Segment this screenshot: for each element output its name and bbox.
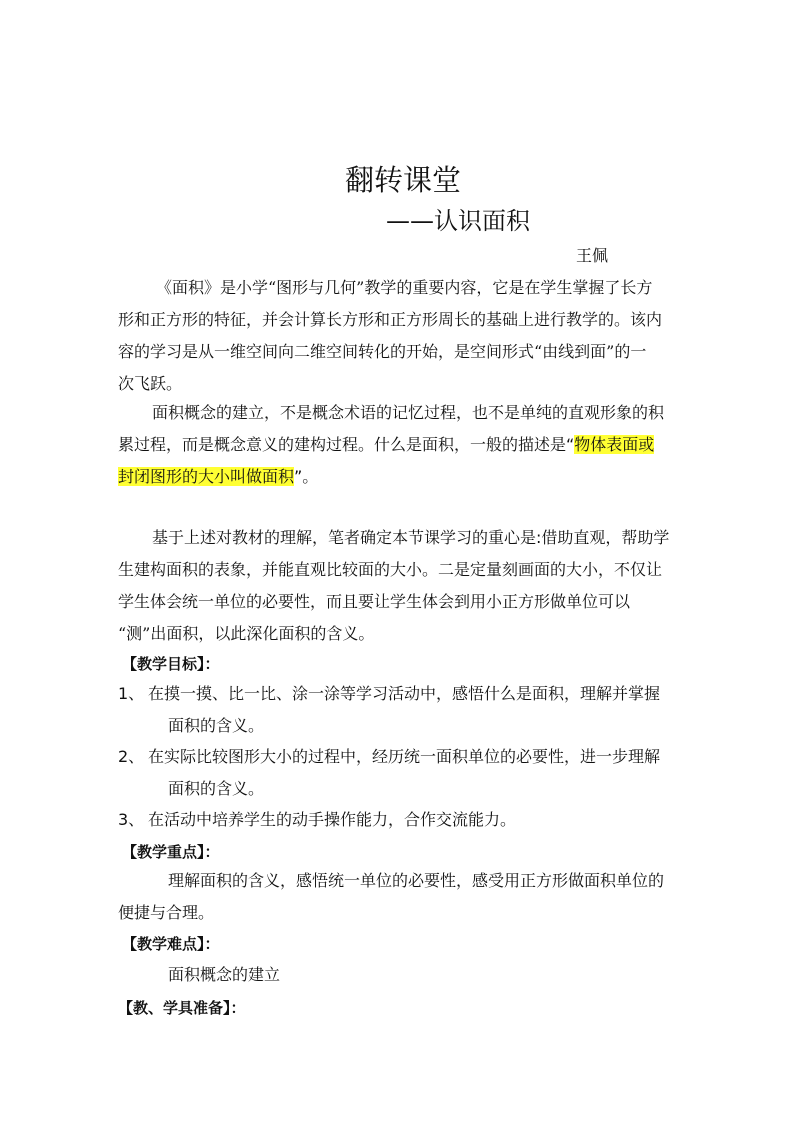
key-points-line-2: 便捷与合理。 (118, 903, 215, 922)
goal-item-2-continuation: 面积的含义。 (168, 779, 265, 798)
intro-paragraph (118, 272, 666, 400)
difficulties-heading: 【教学难点】： (122, 935, 220, 953)
analysis-line-2: 生建构面积的表象，并能直观比较面的大小。二是定量刻画面的大小，不仅让 (118, 560, 663, 579)
highlighted-definition-part-1: 物体表面或 (574, 435, 655, 454)
goal-item-1 (118, 678, 678, 742)
goal-item-3 (118, 804, 678, 836)
goal-item-2-first (118, 747, 660, 766)
concept-line-2 (118, 429, 666, 461)
goals-heading: 【教学目标】： (122, 655, 220, 673)
goal-item-1-continuation: 面积的含义。 (168, 716, 265, 735)
goal-item-3-first (118, 810, 516, 829)
intro-line-4: 次飞跃。 (118, 374, 183, 393)
difficulties-paragraph (118, 959, 666, 991)
intro-line-1: 《面积》是小学“图形与几何”教学的重要内容，它是在学生掌握了长方 (156, 278, 653, 297)
analysis-paragraph (118, 522, 670, 650)
intro-line-3: 容的学习是从一维空间向二维空间转化的开始，是空间形式“由线到面”的一 (118, 342, 647, 361)
goal-item-3-number: 3、 (118, 810, 145, 829)
key-points-line-1: 理解面积的含义，感悟统一单位的必要性，感受用正方形做面积单位的 (168, 871, 665, 890)
analysis-line-1: 基于上述对教材的理解，笔者确定本节课学习的重心是:借助直观，帮助学 (152, 528, 670, 547)
analysis-line-4: “测”出面积，以此深化面积的含义。 (118, 624, 375, 643)
goal-item-2-number: 2、 (118, 747, 145, 766)
goal-item-1-first (118, 684, 660, 703)
concept-line-1: 面积概念的建立，不是概念术语的记忆过程，也不是单纯的直观形象的积 (152, 403, 665, 422)
document-subtitle: ——认识面积 (386, 207, 530, 235)
analysis-line-3: 学生体会统一单位的必要性，而且要让学生体会到用小正方形做单位可以 (118, 592, 631, 611)
key-points-heading: 【教学重点】： (122, 843, 220, 861)
materials-heading: 【教、学具准备】： (118, 999, 246, 1017)
goal-item-2-text: 在实际比较图形大小的过程中，经历统一面积单位的必要性，进一步理解 (148, 747, 661, 766)
difficulties-line-1: 面积概念的建立 (168, 965, 281, 984)
concept-line-3-text: ”。 (294, 467, 319, 486)
concept-line-2-text: 累过程，而是概念意义的建构过程。什么是面积，一般的描述是“ (118, 435, 575, 454)
highlighted-definition-part-2: 封闭图形的大小叫做面积 (118, 467, 295, 486)
intro-line-2: 形和正方形的特征，并会计算长方形和正方形周长的基础上进行教学的。该内 (118, 310, 663, 329)
goal-item-3-text: 在活动中培养学生的动手操作能力，合作交流能力。 (148, 810, 517, 829)
author-name: 王佩 (576, 246, 609, 265)
concept-line-3 (118, 461, 666, 493)
document-title: 翻转课堂 (344, 163, 461, 197)
goal-item-2 (118, 741, 678, 805)
goal-item-1-text: 在摸一摸、比一比、涂一涂等学习活动中，感悟什么是面积，理解并掌握 (148, 684, 661, 703)
key-points-paragraph (118, 865, 666, 929)
goal-item-1-number: 1、 (118, 684, 145, 703)
concept-paragraph (118, 397, 666, 493)
